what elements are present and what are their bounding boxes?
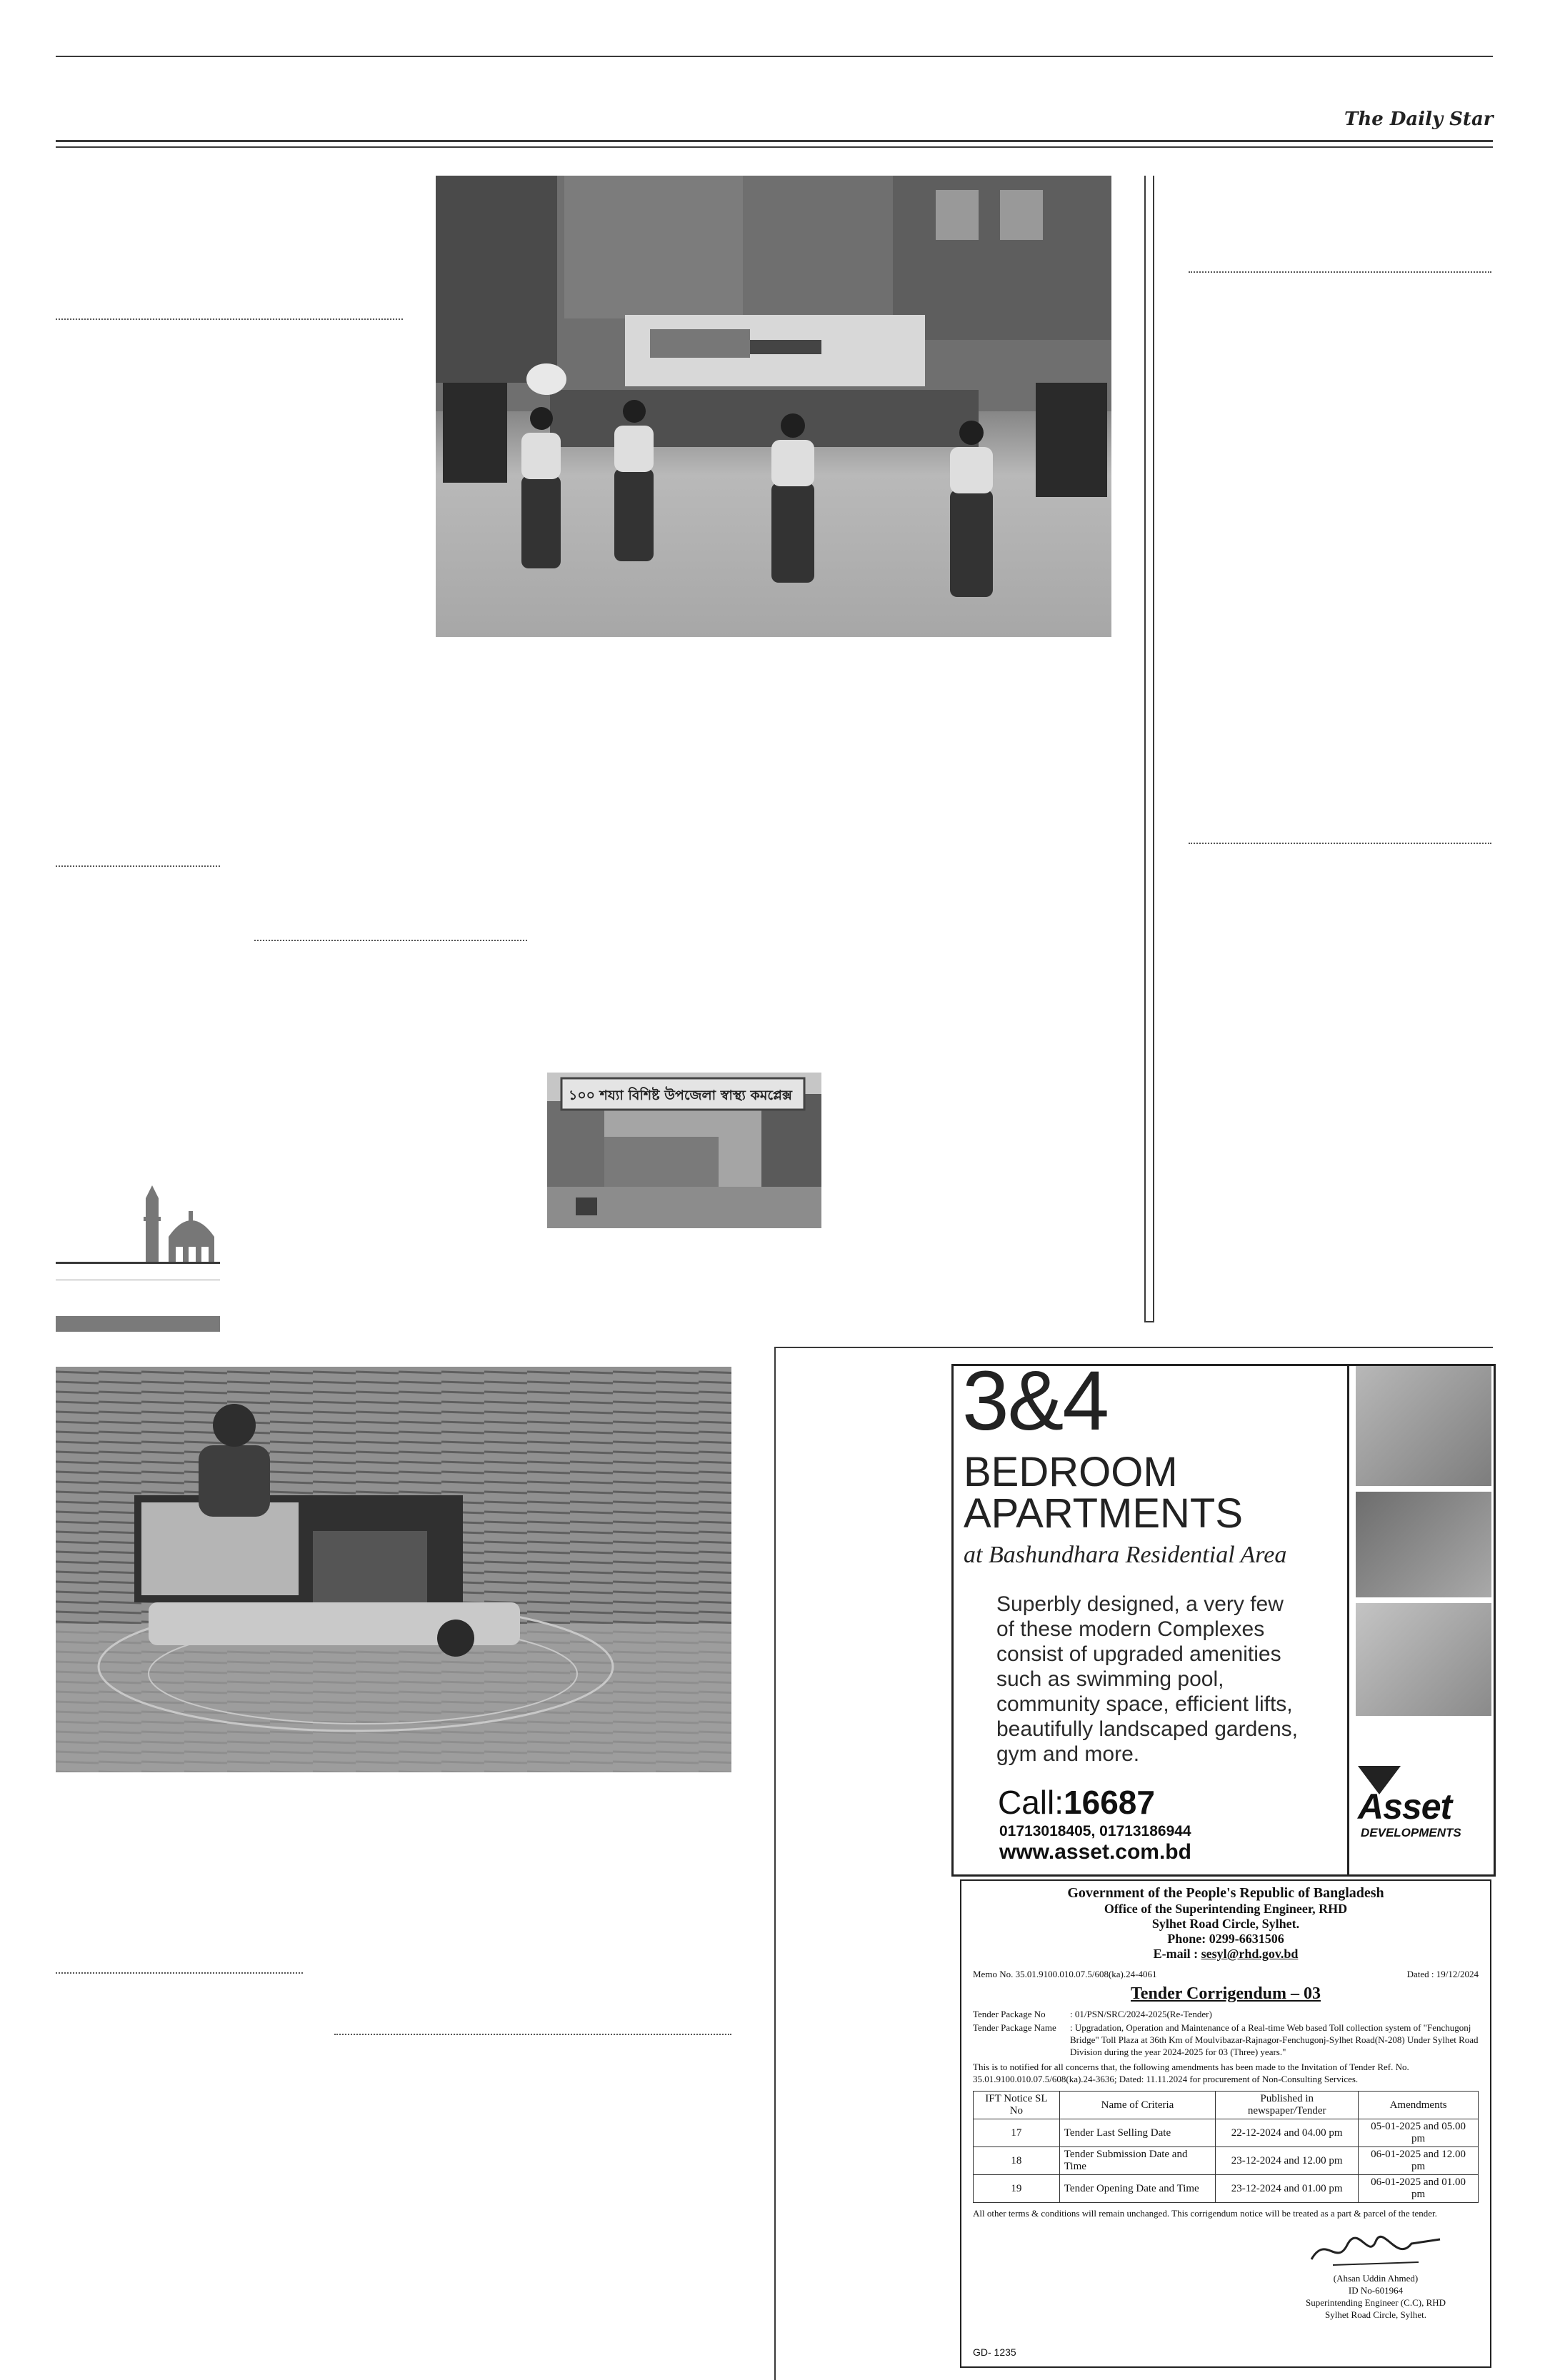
amendment-table-header [974, 2092, 1479, 2119]
ad-call-label: Call: [998, 1784, 1064, 1821]
col-criteria: Name of Criteria [1059, 2092, 1215, 2119]
asset-brand: Asset [1358, 1787, 1452, 1827]
ad-headline-number: 3&4 [962, 1364, 1108, 1448]
cell-published: 22-12-2024 and 04.00 pm [1216, 2119, 1359, 2147]
right-baseline [1144, 1321, 1154, 1322]
ad-frame-left [774, 1347, 776, 2380]
ad-photo-2 [1356, 1492, 1491, 1597]
table-row [974, 2119, 1479, 2147]
cell-published: 23-12-2024 and 01.00 pm [1216, 2175, 1359, 2203]
hospital-photo [547, 1073, 821, 1228]
gd-number: GD- 1235 [973, 2346, 1016, 2358]
col-amendments: Amendments [1359, 2092, 1479, 2119]
cell-criteria: Tender Submission Date and Time [1059, 2147, 1215, 2175]
tender-memo-line [973, 1969, 1479, 1980]
ad-frame-top [774, 1347, 1493, 1348]
hospital-signboard: ১০০ শয্যা বিশিষ্ট উপজেলা স্বাস্থ্য কমপ্লেক্স [569, 1088, 792, 1103]
signature-block [1276, 2231, 1476, 2321]
tender-package-no-row [973, 2008, 1479, 2020]
column-divider-5 [334, 2034, 731, 2035]
tender-package-name-label: Tender Package Name [973, 2022, 1056, 2033]
mosque-icon [140, 1185, 224, 1262]
tender-header-1: Government of the People's Republic of Bangladesh [1067, 1885, 1384, 1901]
vertical-rule-b [1153, 176, 1154, 1321]
tender-footer-note: All other terms & conditions will remain unchanged. This corrigendum notice will be treated as a part & parcel of the tender. [973, 2208, 1437, 2219]
column-divider-2 [56, 865, 220, 867]
ad-photo-1 [1356, 1366, 1491, 1486]
ad-call [998, 1786, 1155, 1819]
tender-memo: Memo No. 35.01.9100.010.07.5/608(ka).24-4061 [973, 1969, 1157, 1979]
cell-sl: 18 [974, 2147, 1060, 2175]
cell-sl: 19 [974, 2175, 1060, 2203]
tender-phone: Phone: 0299-6631506 [1167, 1932, 1284, 1946]
cell-published: 23-12-2024 and 12.00 pm [1216, 2147, 1359, 2175]
rice-photo-art [56, 1367, 731, 1772]
ad-body: Superbly designed, a very few of these modern Complexes consist of upgraded amenities such as swimming pool, community space, efficient lifts, beautifully landscaped gardens, gym and more. [996, 1592, 1298, 1766]
grey-bar [56, 1316, 220, 1332]
ad-location: at Bashundhara Residential Area [964, 1542, 1287, 1568]
ad-headline-line1: BEDROOM [964, 1449, 1178, 1495]
mosque-baseline [56, 1262, 220, 1264]
tender-package-name-row [973, 2022, 1479, 2058]
cell-sl: 17 [974, 2119, 1060, 2147]
dance-photo [436, 176, 1111, 637]
masthead-rule-2 [56, 146, 1493, 148]
ad-headline-line2: APARTMENTS [964, 1490, 1244, 1537]
ad-call-number: 16687 [1064, 1784, 1155, 1821]
tender-package-no-value: : 01/PSN/SRC/2024-2025(Re-Tender) [1070, 2009, 1212, 2019]
masthead-rule-1 [56, 140, 1493, 142]
ad-divider [1347, 1366, 1349, 1874]
asset-brand-sub: DEVELOPMENTS [1361, 1826, 1461, 1839]
cell-amendment: 06-01-2025 and 01.00 pm [1359, 2175, 1479, 2203]
signer-id: ID No-601964 [1348, 2285, 1404, 2296]
ad-photo-3 [1356, 1603, 1491, 1716]
table-row [974, 2175, 1479, 2203]
tender-email-label: E-mail : [1153, 1947, 1199, 1961]
masthead-logo: The Daily Star [1344, 109, 1494, 130]
signer-name: (Ahsan Uddin Ahmed) [1333, 2273, 1419, 2284]
rice-planter-photo [56, 1367, 731, 1772]
table-row [974, 2147, 1479, 2175]
tender-notice-text: This is to notified for all concerns that, the following amendments has been made to the Invitation of Tender Ref. No. 35.01.9100.010.07.5/608(ka).24-3636; Dated: 11.11.2024 for procurement of Non-Consulting Services. [973, 2062, 1409, 2084]
right-divider-1 [1189, 271, 1491, 273]
column-divider-1 [56, 318, 403, 320]
cell-amendment: 06-01-2025 and 12.00 pm [1359, 2147, 1479, 2175]
ad-phones: 01713018405, 01713186944 [999, 1823, 1191, 1839]
amendment-table [973, 2091, 1479, 2203]
dance-photo-art [436, 176, 1111, 637]
cell-criteria: Tender Last Selling Date [1059, 2119, 1215, 2147]
column-divider-4 [56, 1972, 303, 1974]
tender-package-name-value: : Upgradation, Operation and Maintenance of a Real-time Web based Toll collection system of "Fenchugonj Bridge" Toll Plaza at 36th Km of Moulvibazar-Rajnagor-Fenchugonj-Sylhet Road(N-208) Under Sylhet Road Division during the year 2024-2025 for 03 (Three) years." [1070, 2022, 1479, 2057]
tender-email-line [973, 1947, 1479, 1962]
cell-amendment: 05-01-2025 and 05.00 pm [1359, 2119, 1479, 2147]
col-ift: IFT Notice SL No [974, 2092, 1060, 2119]
tender-header-2: Office of the Superintending Engineer, RHD [1104, 1902, 1348, 1916]
asset-logo [1358, 1766, 1491, 1844]
cell-criteria: Tender Opening Date and Time [1059, 2175, 1215, 2203]
signer-office: Sylhet Road Circle, Sylhet. [1325, 2309, 1426, 2320]
tender-dated: Dated : 19/12/2024 [1406, 1969, 1479, 1979]
signer-title: Superintending Engineer (C.C), RHD [1305, 2297, 1446, 2308]
tender-notice [960, 1879, 1491, 2368]
col-published: Published in newspaper/Tender [1216, 2092, 1359, 2119]
ad-website: www.asset.com.bd [999, 1840, 1191, 1864]
apartment-ad [951, 1364, 1496, 1877]
vertical-rule-a [1144, 176, 1146, 1321]
tender-title: Tender Corrigendum – 03 [1130, 1984, 1321, 2003]
column-divider-3 [254, 940, 527, 941]
signature-icon [1304, 2231, 1447, 2269]
tender-email-link[interactable]: sesyl@rhd.gov.bd [1201, 1947, 1299, 1961]
tender-header-3: Sylhet Road Circle, Sylhet. [1151, 1917, 1300, 1931]
top-rule [56, 56, 1493, 57]
right-divider-2 [1189, 843, 1491, 844]
tender-package-no-label: Tender Package No [973, 2009, 1046, 2019]
